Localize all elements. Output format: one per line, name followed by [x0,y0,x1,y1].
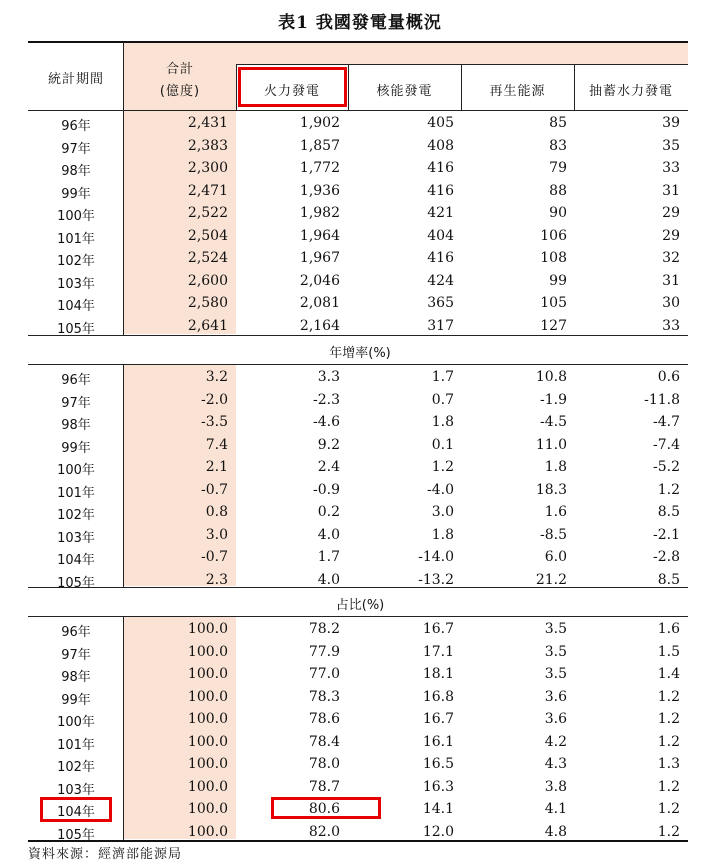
thermal-cell: 82.0 [308,823,340,840]
thermal-cell: 2,164 [299,317,340,334]
pumped-cell: -2.8 [653,549,680,565]
header-total-label: 合計 [165,62,194,77]
section-label-growth: 年增率(%) [329,346,391,361]
period-cell: 101年 [57,737,95,753]
nuclear-cell: 16.8 [422,688,454,705]
renewable-cell: 11.0 [535,436,567,453]
nuclear-cell: 3.0 [431,504,454,520]
nuclear-cell: 16.3 [422,778,454,795]
nuclear-cell: 18.1 [422,666,454,682]
period-cell: 102年 [57,254,95,269]
nuclear-cell: 416 [427,250,454,266]
thermal-cell: 3.3 [317,369,340,385]
nuclear-cell: 16.1 [422,733,454,750]
total-cell: 100.0 [187,621,228,637]
period-cell: 100年 [57,463,95,478]
total-cell: 100.0 [187,778,228,795]
pumped-cell: 31 [662,272,680,289]
table-row [0,641,720,663]
nuclear-cell: 421 [427,205,454,221]
highlight-104-thermal-share [271,797,381,819]
thermal-cell: 0.2 [317,504,340,520]
period-cell: 96年 [61,625,91,640]
period-cell: 100年 [57,715,95,730]
table-row [0,389,720,411]
thermal-cell: 1,982 [299,205,340,221]
thermal-cell: 2,046 [299,272,340,289]
pumped-cell: 0.6 [657,369,680,385]
period-cell: 96年 [61,373,91,388]
nuclear-cell: 1.7 [431,369,454,385]
total-cell: 3.2 [205,369,228,385]
period-cell: 100年 [57,209,95,224]
thermal-cell: 4.0 [317,571,340,588]
pumped-cell: 30 [662,295,680,311]
highlight-thermal-header [238,67,347,107]
pumped-cell: 35 [662,137,680,154]
total-cell: 2,300 [187,160,228,176]
period-cell: 99年 [61,692,91,708]
thermal-cell: 1,936 [299,182,340,199]
pumped-cell: 32 [662,250,680,266]
thermal-cell: 2,081 [299,295,340,311]
pumped-cell: 1.2 [657,688,680,705]
renewable-cell: 3.6 [544,688,567,705]
thermal-cell: -2.3 [313,391,340,408]
renewable-cell: 3.6 [544,711,567,727]
total-cell: 2,522 [187,205,228,221]
thermal-cell: 1,967 [299,250,340,266]
header-bottom-rule [28,110,688,111]
thermal-cell: 80.6 [308,801,340,817]
renewable-cell: 85 [549,115,567,131]
thermal-cell: -4.6 [313,414,340,430]
period-cell: 104年 [57,553,95,568]
renewable-cell: 1.8 [544,459,567,475]
pumped-cell: 1.2 [657,778,680,795]
renewable-cell: 4.2 [544,733,567,750]
nuclear-cell: 12.0 [422,823,454,840]
period-cell: 104年 [57,299,95,314]
nuclear-cell: 408 [427,137,454,154]
pumped-cell: -4.7 [653,414,680,430]
renewable-cell: 18.3 [535,481,567,498]
thermal-cell: 1,772 [299,160,340,176]
pumped-cell: 1.2 [657,733,680,750]
pumped-cell: 1.6 [657,621,680,637]
thermal-cell: 1,964 [299,227,340,244]
total-cell: 3.0 [205,526,228,543]
header-total-unit: (億度) [159,84,201,99]
thermal-cell: 1.7 [317,549,340,565]
total-cell: 100.0 [187,733,228,750]
header-period: 統計期間 [47,72,104,87]
total-cell: -2.0 [201,391,228,408]
table-row [0,411,720,433]
pumped-cell: 39 [662,115,680,131]
header-inner-rule [236,64,688,65]
section-label-share: 占比(%) [335,598,385,613]
thermal-cell: 78.6 [308,711,340,727]
table-row [0,546,720,568]
renewable-cell: 105 [540,295,567,311]
thermal-cell: 1,857 [299,137,340,154]
table-row [0,247,720,269]
renewable-cell: -1.9 [540,391,567,408]
thermal-cell: 78.3 [308,688,340,705]
table-top-rule [28,41,688,43]
total-cell: 2,504 [187,227,228,244]
table-row [0,618,720,640]
table-row [0,202,720,224]
pumped-cell: -11.8 [644,391,680,408]
period-cell: 101年 [57,231,95,247]
thermal-cell: 77.9 [308,643,340,660]
pumped-cell: 29 [662,205,680,221]
renewable-cell: 1.6 [544,504,567,520]
total-cell: 100.0 [187,756,228,772]
nuclear-cell: 1.8 [431,414,454,430]
table-row [0,292,720,314]
pumped-cell: 33 [662,160,680,176]
pumped-cell: 1.2 [657,481,680,498]
period-cell: 102年 [57,760,95,775]
thermal-cell: 78.0 [308,756,340,772]
renewable-cell: 3.8 [544,778,567,795]
table-row [0,479,720,501]
renewable-cell: 3.5 [544,643,567,660]
period-cell: 98年 [61,418,91,433]
nuclear-cell: 405 [427,115,454,131]
thermal-cell: 2.4 [317,459,340,475]
total-cell: 2,600 [187,272,228,289]
total-cell: 2,580 [187,295,228,311]
total-cell: 0.8 [205,504,228,520]
table-row [0,663,720,685]
total-cell: 2.3 [205,571,228,588]
renewable-cell: 21.2 [535,571,567,588]
header-pumped-hydro: 抽蓄水力發電 [588,84,673,99]
total-cell: -3.5 [201,414,228,430]
period-cell: 103年 [57,530,95,546]
nuclear-cell: 1.8 [431,526,454,543]
nuclear-cell: 1.2 [431,459,454,475]
table-row [0,112,720,134]
nuclear-cell: 424 [427,272,454,289]
renewable-cell: 3.5 [544,621,567,637]
renewable-cell: 99 [549,272,567,289]
table-row [0,434,720,456]
total-cell: 2,383 [187,137,228,154]
table-row [0,225,720,247]
total-cell: 2,471 [187,182,228,199]
nuclear-cell: 16.7 [422,621,454,637]
table-row [0,776,720,798]
total-cell: 100.0 [187,666,228,682]
pumped-cell: -2.1 [653,526,680,543]
pumped-cell: 33 [662,317,680,334]
period-cell: 99年 [61,186,91,202]
header-renewable: 再生能源 [489,84,546,99]
table-row [0,366,720,388]
pumped-cell: 1.2 [657,711,680,727]
header-thermal: 火力發電 [263,84,320,99]
renewable-cell: 4.8 [544,823,567,840]
thermal-cell: 1,902 [299,115,340,131]
pumped-cell: 1.2 [657,823,680,840]
table-row [0,180,720,202]
thermal-cell: 78.2 [308,621,340,637]
nuclear-cell: 16.5 [422,756,454,772]
pumped-cell: -5.2 [653,459,680,475]
nuclear-cell: 14.1 [422,801,454,817]
renewable-cell: -8.5 [540,526,567,543]
thermal-cell: -0.9 [313,481,340,498]
period-cell: 98年 [61,164,91,179]
renewable-cell: 6.0 [544,549,567,565]
period-cell: 96年 [61,119,91,134]
period-cell: 104年 [57,805,95,820]
table-row [0,524,720,546]
period-cell: 105年 [57,827,95,843]
pumped-cell: 1.5 [657,643,680,660]
renewable-cell: -4.5 [540,414,567,430]
period-cell: 105年 [57,321,95,337]
renewable-cell: 83 [549,137,567,154]
total-cell: 2,641 [187,317,228,334]
renewable-cell: 90 [549,205,567,221]
renewable-cell: 106 [540,227,567,244]
table-row [0,569,720,591]
period-cell: 97年 [61,647,91,663]
total-cell: 100.0 [187,823,228,840]
period-cell: 103年 [57,782,95,798]
header-nuclear: 核能發電 [376,84,433,99]
table-row [0,501,720,523]
thermal-cell: 77.0 [308,666,340,682]
table-row [0,270,720,292]
period-cell: 98年 [61,670,91,685]
table-row [0,686,720,708]
period-cell: 97年 [61,141,91,157]
thermal-cell: 9.2 [317,436,340,453]
table-title: 表1 我國發電量概況 [278,13,442,33]
renewable-cell: 4.1 [544,801,567,817]
source-note: 資料來源：經濟部能源局 [28,847,183,862]
total-cell: 100.0 [187,801,228,817]
renewable-cell: 108 [540,250,567,266]
renewable-cell: 4.3 [544,756,567,772]
total-cell: 100.0 [187,711,228,727]
table-row [0,753,720,775]
total-cell: 100.0 [187,688,228,705]
total-cell: 7.4 [205,436,228,453]
nuclear-cell: 416 [427,182,454,199]
total-cell: 2,524 [187,250,228,266]
table-row [0,731,720,753]
thermal-cell: 4.0 [317,526,340,543]
period-cell: 99年 [61,440,91,456]
period-cell: 102年 [57,508,95,523]
pumped-cell: 31 [662,182,680,199]
period-cell: 101年 [57,485,95,501]
period-cell: 103年 [57,276,95,292]
nuclear-cell: 416 [427,160,454,176]
table-row [0,821,720,843]
period-cell: 97年 [61,395,91,411]
nuclear-cell: 17.1 [422,643,454,660]
total-cell: 100.0 [187,643,228,660]
table-row [0,135,720,157]
renewable-cell: 3.5 [544,666,567,682]
section-rule [28,364,688,365]
highlight-104-period [40,797,112,822]
renewable-cell: 88 [549,182,567,199]
table-row [0,708,720,730]
pumped-cell: 8.5 [657,504,680,520]
nuclear-cell: 0.1 [431,436,454,453]
table-row [0,456,720,478]
table-row [0,315,720,337]
nuclear-cell: 317 [427,317,454,334]
nuclear-cell: -4.0 [427,481,454,498]
thermal-cell: 78.4 [308,733,340,750]
nuclear-cell: 404 [427,227,454,244]
total-cell: -0.7 [201,549,228,565]
total-cell: 2.1 [205,459,228,475]
pumped-cell: 8.5 [657,571,680,588]
table-row [0,157,720,179]
section-rule [28,616,688,617]
renewable-cell: 10.8 [535,369,567,385]
nuclear-cell: -14.0 [418,549,454,565]
pumped-cell: 29 [662,227,680,244]
renewable-cell: 79 [549,160,567,176]
nuclear-cell: 16.7 [422,711,454,727]
nuclear-cell: 365 [427,295,454,311]
pumped-cell: 1.4 [657,666,680,682]
renewable-cell: 127 [540,317,567,334]
nuclear-cell: 0.7 [431,391,454,408]
pumped-cell: -7.4 [653,436,680,453]
pumped-cell: 1.2 [657,801,680,817]
nuclear-cell: -13.2 [418,571,454,588]
period-cell: 105年 [57,575,95,591]
total-cell: 2,431 [187,115,228,131]
total-cell: -0.7 [201,481,228,498]
pumped-cell: 1.3 [657,756,680,772]
thermal-cell: 78.7 [308,778,340,795]
